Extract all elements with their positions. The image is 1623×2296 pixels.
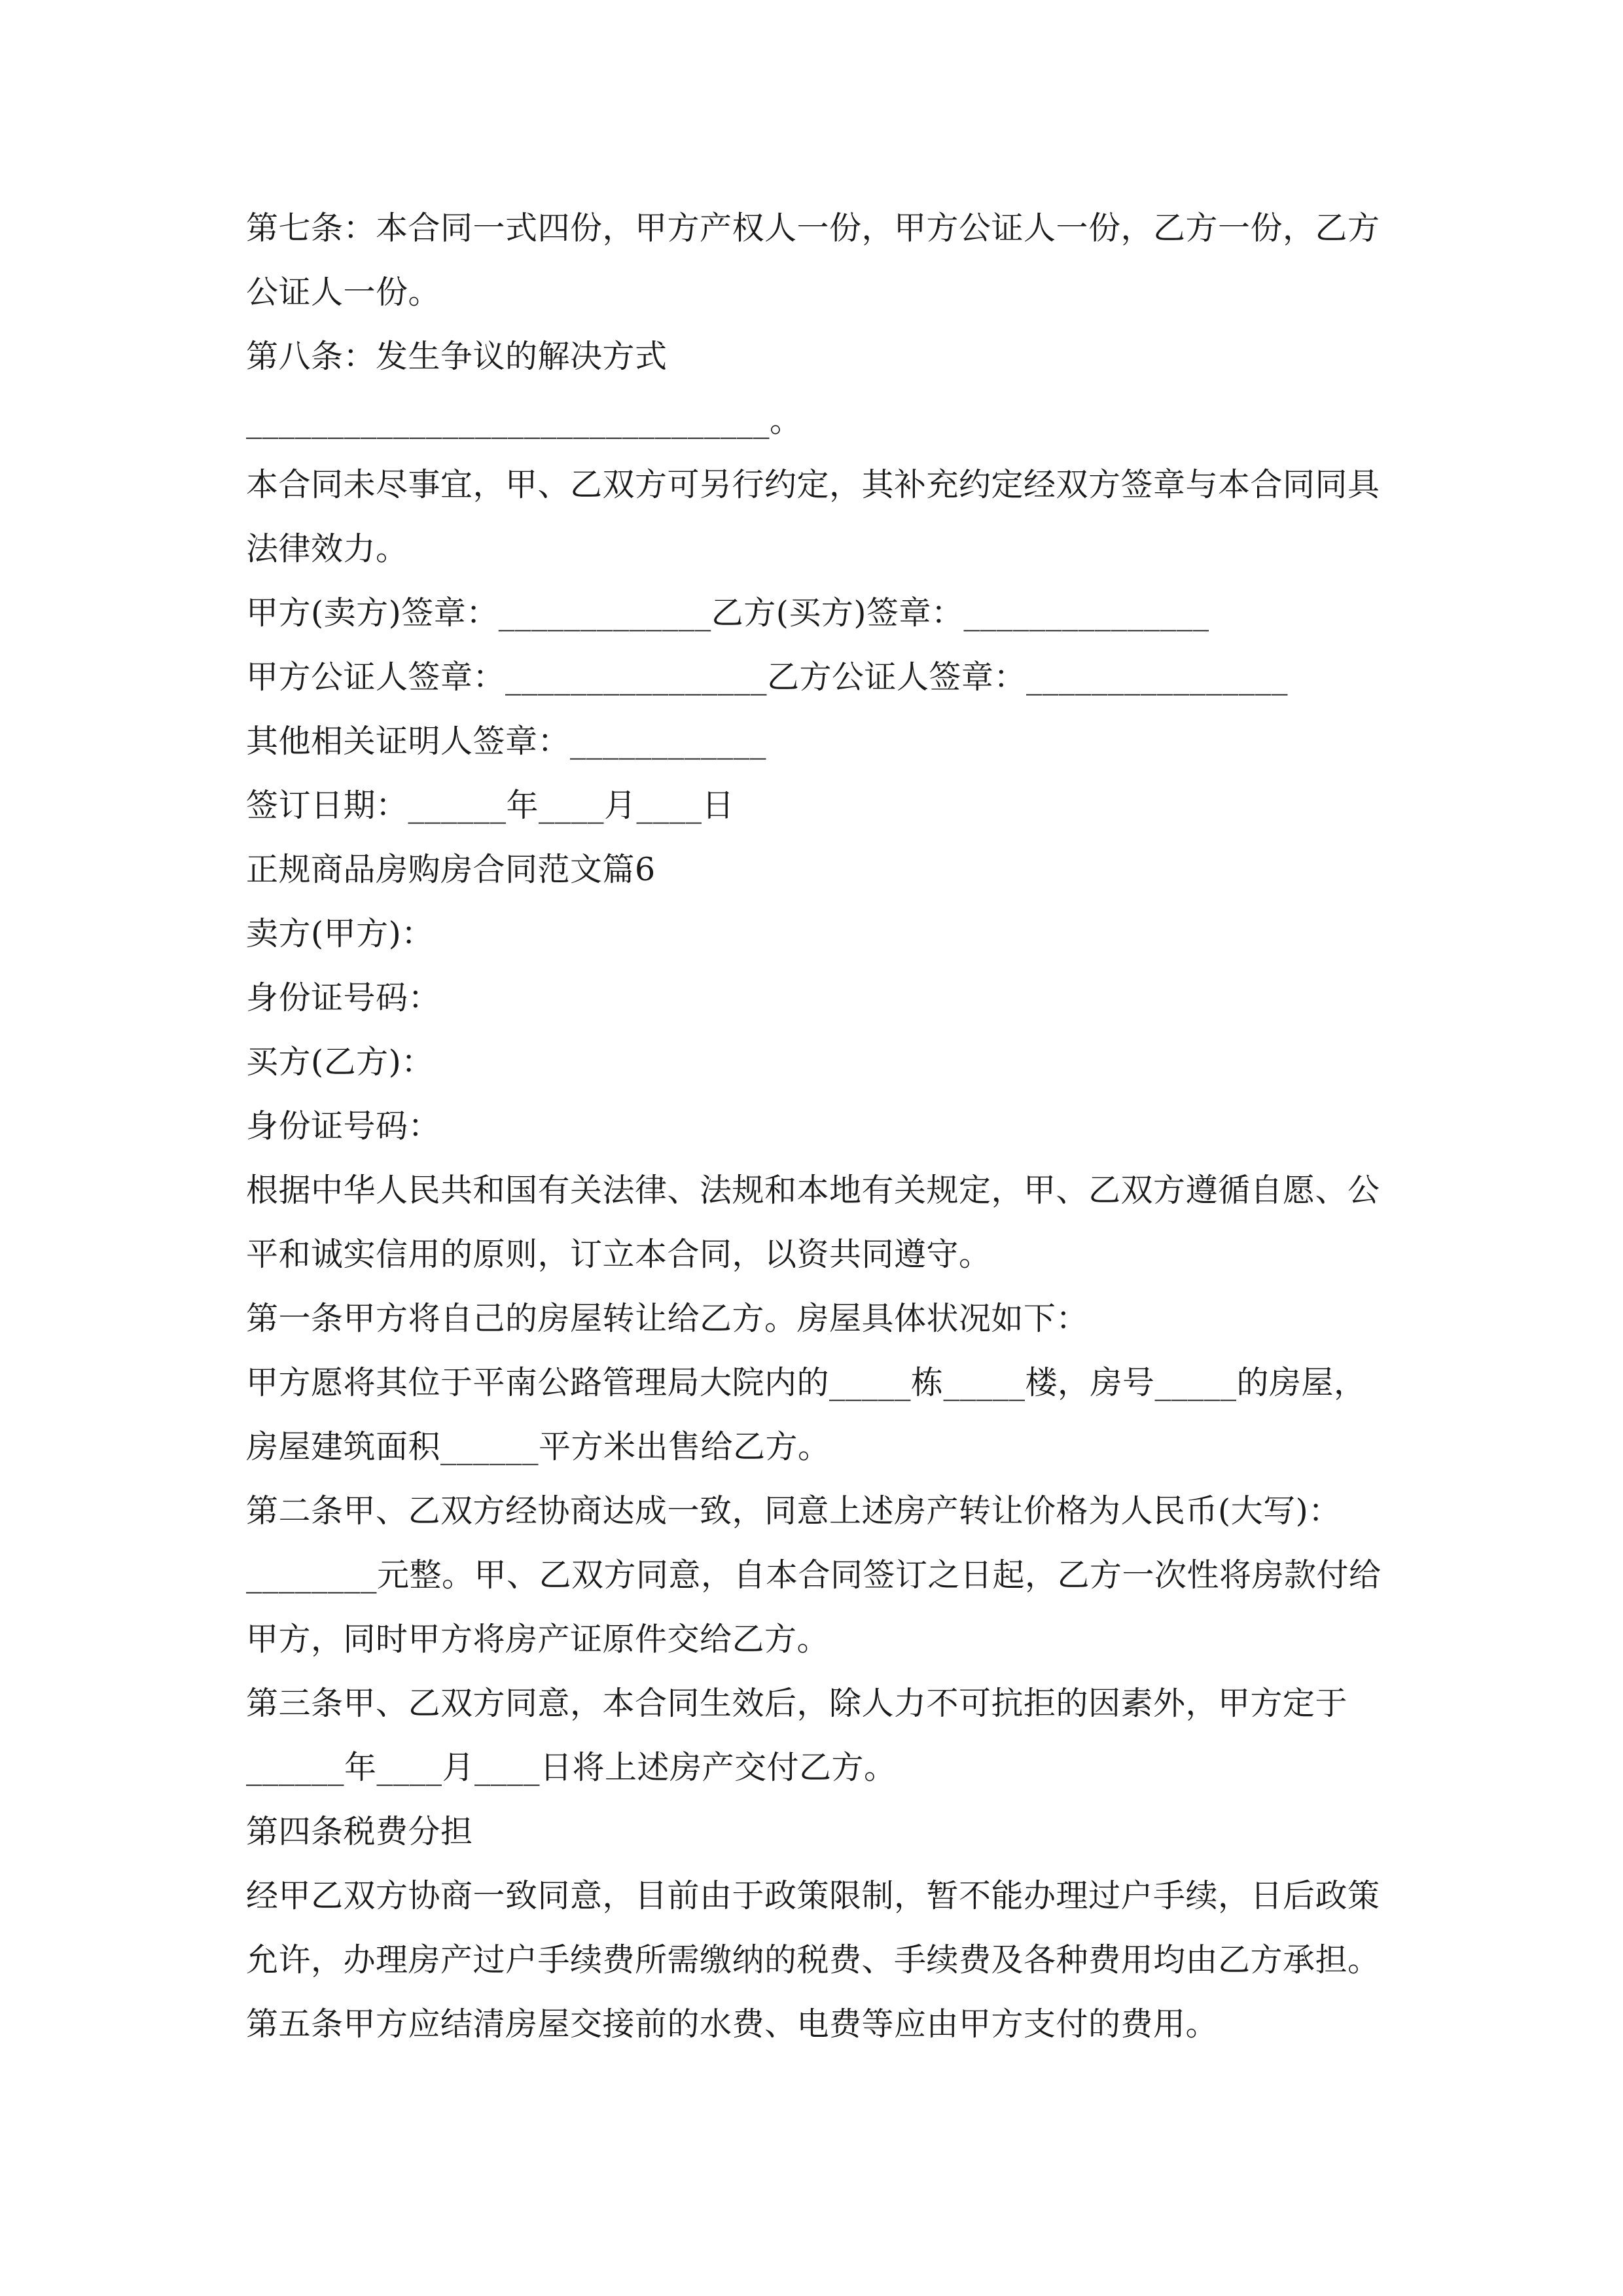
text-line: 第二条甲、乙双方经协商达成一致，同意上述房产转让价格为人民币(大写)： — [246, 1492, 1341, 1530]
text-line: 买方(乙方)： — [246, 1043, 434, 1081]
text-line: 卖方(甲方)： — [246, 915, 434, 952]
contract-text-body — [246, 196, 1398, 2056]
text-line: 第五条甲方应结清房屋交接前的水费、电费等应由甲方支付的费用。 — [246, 2005, 1219, 2043]
text-line: 允许，办理房产过户手续费所需缴纳的税费、手续费及各种费用均由乙方承担。 — [246, 1941, 1380, 1979]
text-line: 甲方愿将其位于平南公路管理局大院内的_____栋_____楼，房号_____的房屋， — [246, 1364, 1366, 1401]
text-line: 甲方公证人签章：________________乙方公证人签章：________________ — [246, 658, 1289, 696]
text-line: 平和诚实信用的原则，订立本合同，以资共同遵守。 — [246, 1236, 991, 1273]
text-line: ______年____月____日将上述房产交付乙方。 — [246, 1749, 897, 1786]
text-line: 甲方，同时甲方将房产证原件交给乙方。 — [246, 1621, 830, 1658]
text-line: 本合同未尽事宜，甲、乙双方可另行约定，其补充约定经双方签章与本合同同具 — [246, 466, 1380, 503]
text-line: 第八条：发生争议的解决方式 — [246, 338, 668, 375]
text-line: 身份证号码： — [246, 979, 441, 1016]
text-line: ________________________________。 — [246, 402, 802, 439]
text-line: 公证人一份。 — [246, 274, 441, 311]
text-line: 甲方(卖方)签章：_____________乙方(买方)签章：_______________ — [246, 594, 1209, 632]
text-line: 经甲乙双方协商一致同意，目前由于政策限制，暂不能办理过户手续，日后政策 — [246, 1877, 1380, 1914]
text-line: 第四条税费分担 — [246, 1813, 473, 1850]
text-line: 第一条甲方将自己的房屋转让给乙方。房屋具体状况如下： — [246, 1300, 1089, 1337]
text-line: 第三条甲、乙双方同意，本合同生效后，除人力不可抗拒的因素外，甲方定于 — [246, 1685, 1348, 1722]
section-heading: 正规商品房购房合同范文篇6 — [246, 851, 656, 888]
text-line: 第七条：本合同一式四份，甲方产权人一份，甲方公证人一份，乙方一份，乙方 — [246, 209, 1380, 247]
text-line: ________元整。甲、乙双方同意，自本合同签订之日起，乙方一次性将房款付给 — [246, 1556, 1382, 1594]
text-line: 签订日期：______年____月____日 — [246, 787, 735, 824]
text-line: 其他相关证明人签章：____________ — [246, 723, 767, 760]
text-line: 房屋建筑面积______平方米出售给乙方。 — [246, 1428, 830, 1465]
text-line: 根据中华人民共和国有关法律、法规和本地有关规定，甲、乙双方遵循自愿、公 — [246, 1172, 1380, 1209]
text-line: 法律效力。 — [246, 530, 408, 567]
text-line: 身份证号码： — [246, 1107, 441, 1145]
